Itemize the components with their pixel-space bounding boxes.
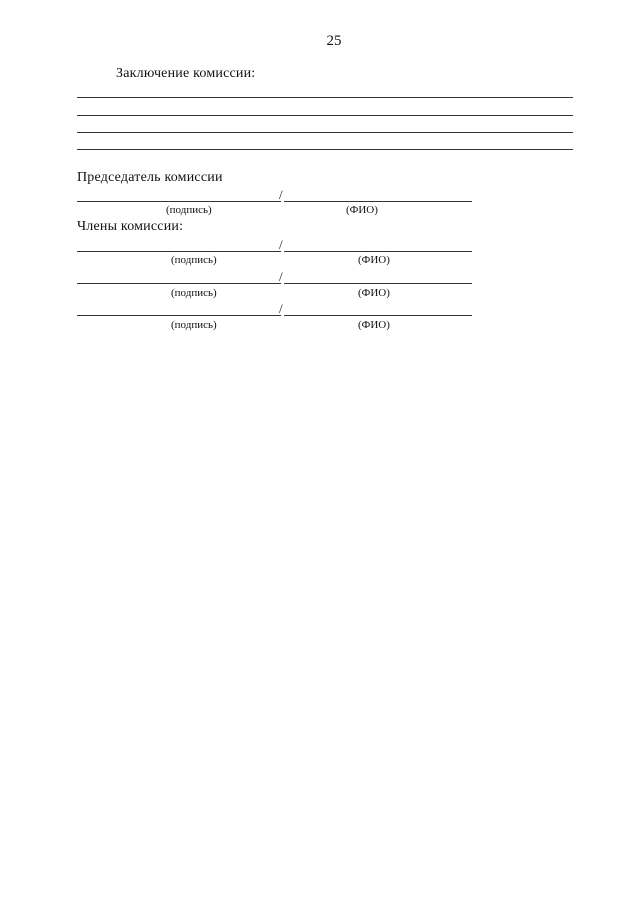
member-2-name-caption: (ФИО) — [358, 287, 390, 299]
signature-line — [77, 251, 281, 252]
member-1-signature-caption: (подпись) — [171, 254, 217, 266]
conclusion-heading: Заключение комиссии: — [116, 66, 256, 81]
chairman-name-caption: (ФИО) — [346, 204, 378, 216]
separator-slash: / — [279, 301, 283, 316]
name-line — [284, 201, 472, 202]
separator-slash: / — [279, 269, 283, 284]
page-number: 25 — [326, 33, 342, 49]
chairman-signature-caption: (подпись) — [166, 204, 212, 216]
signature-line — [77, 283, 281, 284]
conclusion-line-3 — [77, 132, 573, 133]
chairman-heading: Председатель комиссии — [77, 170, 223, 185]
member-1-name-caption: (ФИО) — [358, 254, 390, 266]
member-2-signature-row — [77, 268, 477, 284]
member-3-signature-row — [77, 300, 477, 316]
member-3-signature-caption: (подпись) — [171, 319, 217, 331]
members-heading: Члены комиссии: — [77, 219, 184, 234]
signature-line — [77, 315, 281, 316]
member-2-signature-caption: (подпись) — [171, 287, 217, 299]
name-line — [284, 251, 472, 252]
chairman-signature-row — [77, 186, 477, 202]
name-line — [284, 283, 472, 284]
conclusion-line-1 — [77, 97, 573, 98]
member-1-signature-row — [77, 236, 477, 252]
conclusion-line-4 — [77, 149, 573, 150]
conclusion-line-2 — [77, 115, 573, 116]
separator-slash: / — [279, 237, 283, 252]
signature-line — [77, 201, 281, 202]
separator-slash: / — [279, 187, 283, 202]
member-3-name-caption: (ФИО) — [358, 319, 390, 331]
name-line — [284, 315, 472, 316]
